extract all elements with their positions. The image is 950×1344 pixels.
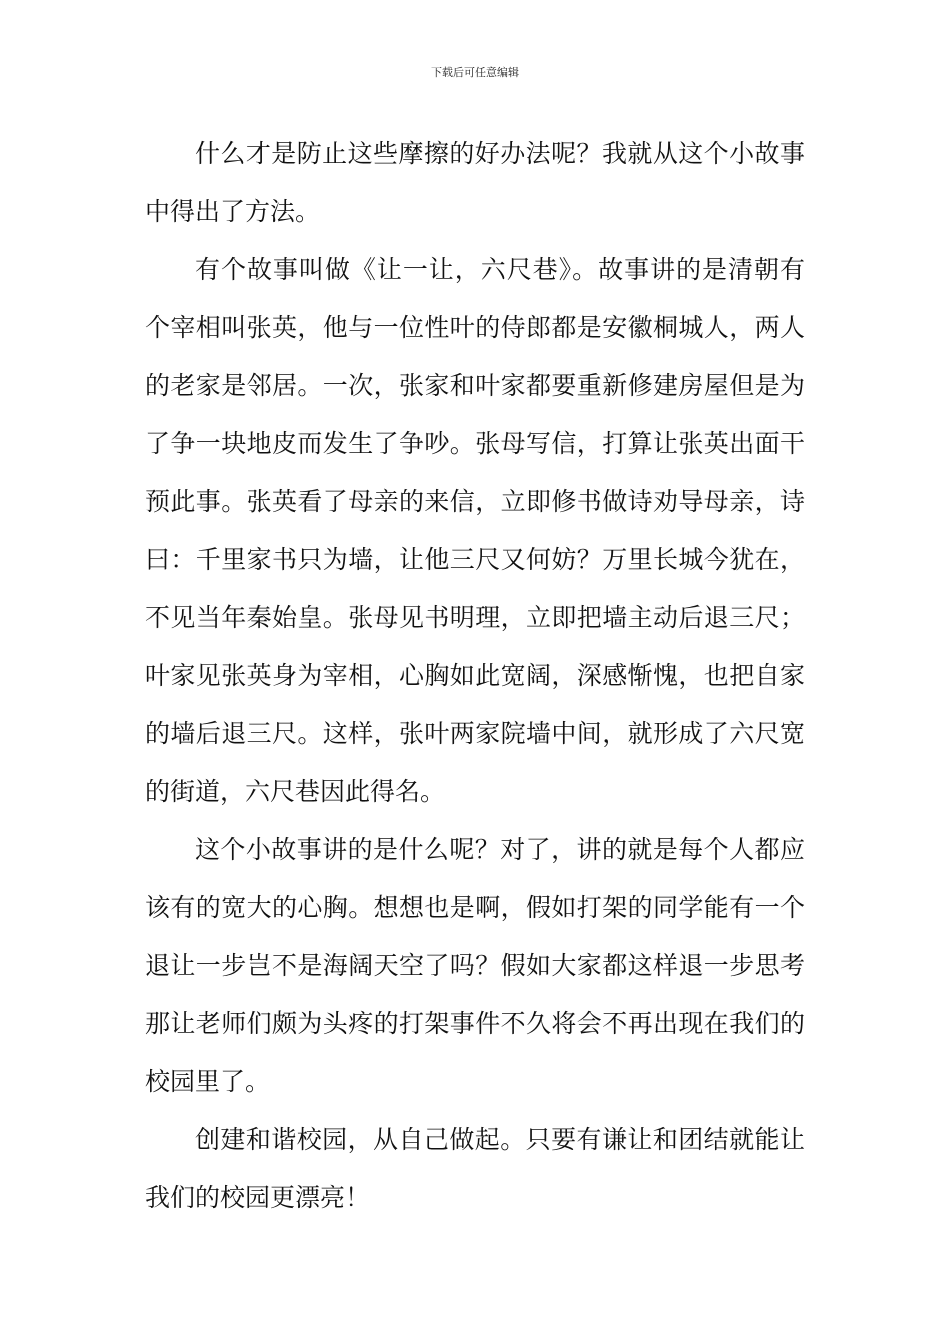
paragraph-2: 有个故事叫做《让一让，六尺巷》。故事讲的是清朝有个宰相叫张英，他与一位性叶的侍郎都是安徽桐城人，两人的老家是邻居。一次，张家和叶家都要重新修建房屋但是为了争一块地皮而发生了争吵。张母写信，打算让张英出面干预此事。张英看了母亲的来信，立即修书做诗劝导母亲，诗曰：千里家书只为墙，让他三尺又何妨？万里长城今犹在，不见当年秦始皇。张母见书明理，立即把墙主动后退三尺；叶家见张英身为宰相，心胸如此宽阔，深感惭愧，也把自家的墙后退三尺。这样，张叶两家院墙中间，就形成了六尺宽的街道，六尺巷因此得名。: [145, 255, 805, 806]
document-body: [145, 125, 805, 1227]
paragraph-4: 创建和谐校园，从自己做起。只要有谦让和团结就能让我们的校园更漂亮！: [145, 1125, 805, 1212]
paragraph-1: 什么才是防止这些摩擦的好办法呢？我就从这个小故事中得出了方法。: [145, 139, 805, 226]
paragraph-3: 这个小故事讲的是什么呢？对了，讲的就是每个人都应该有的宽大的心胸。想想也是啊，假如打架的同学能有一个退让一步岂不是海阔天空了吗？假如大家都这样退一步思考那让老师们颇为头疼的打架事件不久将会不再出现在我们的校园里了。: [145, 835, 805, 1096]
page-header: 下载后可任意编辑: [431, 66, 519, 79]
